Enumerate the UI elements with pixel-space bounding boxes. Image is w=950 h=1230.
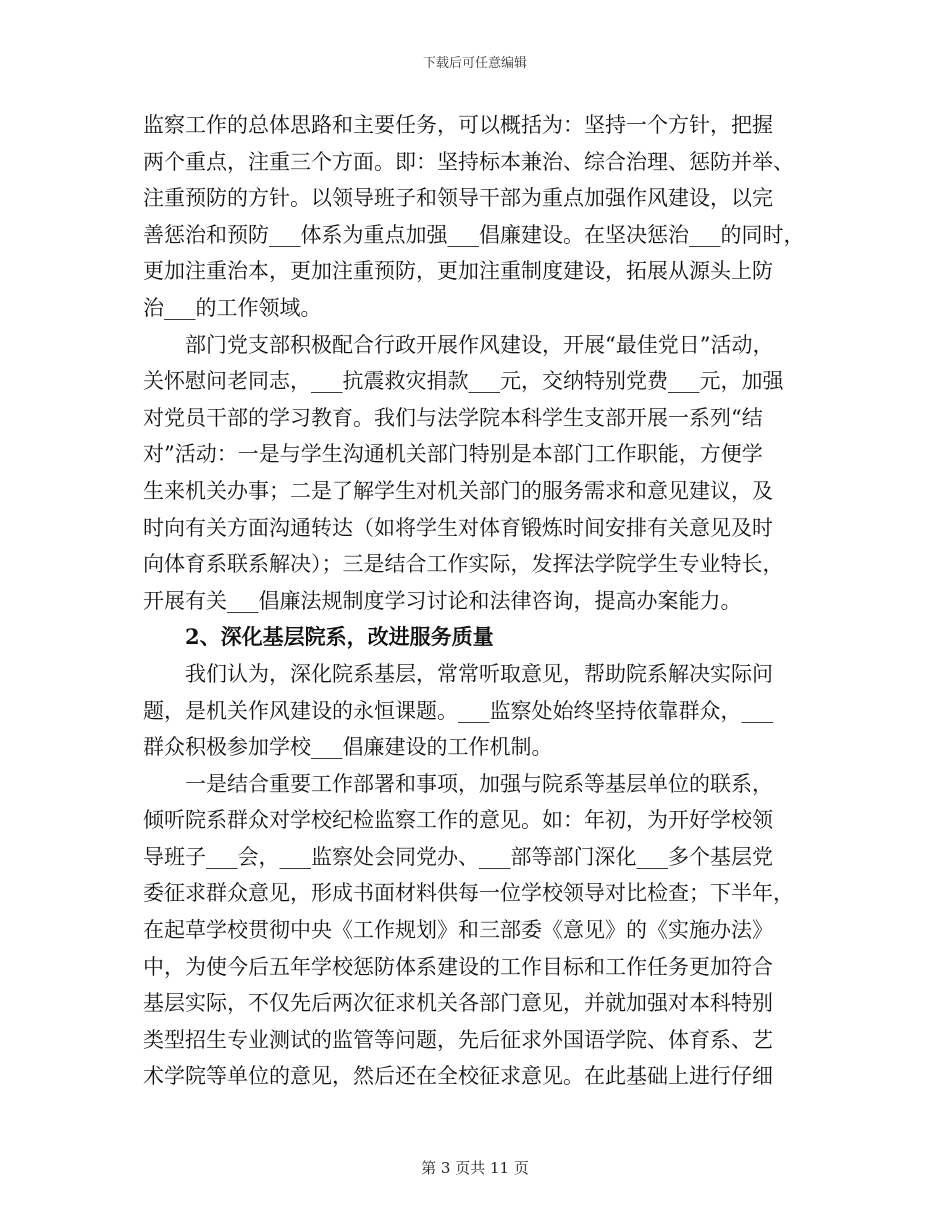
text-line: 善惩治和预防___体系为重点加强___倡廉建设。在坚决惩治___的同时， — [143, 222, 805, 247]
text-line: 对”活动：一是与学生沟通机关部门特别是本部门工作职能，方便学 — [143, 442, 763, 467]
text-line: 倾听院系群众对学校纪检监察工作的意见。如：年初，为开好学校领 — [143, 808, 773, 833]
text-line: 术学院等单位的意见，然后还在全校征求意见。在此基础上进行仔细 — [143, 1064, 773, 1089]
text-line: 群众积极参加学校___倡廉建设的工作机制。 — [143, 735, 553, 760]
text-line: 注重预防的方针。以领导班子和领导干部为重点加强作风建设，以完 — [143, 186, 773, 211]
text-line: 治___的工作领域。 — [143, 295, 322, 320]
page-footer: 第 3 页共 11 页 — [421, 1159, 529, 1177]
page-header: 下载后可任意编辑 — [422, 56, 527, 71]
document-body — [143, 107, 807, 1095]
text-line: 监察工作的总体思路和主要任务，可以概括为：坚持一个方针，把握 — [143, 113, 773, 137]
text-line: 时向有关方面沟通转达（如将学生对体育锻炼时间安排有关意见及时 — [143, 515, 773, 540]
text-line: 对党员干部的学习教育。我们与法学院本科学生支部开展一系列“结 — [143, 405, 763, 430]
text-line: 中，为使今后五年学校惩防体系建设的工作目标和工作任务更加符合 — [143, 954, 773, 979]
text-line: 基层实际，不仅先后两次征求机关各部门意见，并就加强对本科特别 — [143, 991, 773, 1016]
text-line: 生来机关办事；二是了解学生对机关部门的服务需求和意见建议，及 — [143, 478, 773, 503]
section-heading: 2、深化基层院系，改进服务质量 — [185, 624, 494, 650]
text-line: 在起草学校贯彻中央《工作规划》和三部委《意见》的《实施办法》 — [143, 918, 773, 943]
text-line: 导班子___会，___监察处会同党办、___部等部门深化___多个基层党 — [143, 844, 773, 869]
text-line: 开展有关___倡廉法规制度学习讨论和法律咨询，提高办案能力。 — [143, 588, 742, 613]
text-line: 委征求群众意见，形成书面材料供每一位学校领导对比检查；下半年， — [143, 881, 794, 906]
text-line: 两个重点，注重三个方面。即：坚持标本兼治、综合治理、惩防并举、 — [143, 149, 794, 174]
text-line: 我们认为，深化院系基层，常常听取意见，帮助院系解决实际问 — [185, 661, 773, 686]
text-line: 关怀慰问老同志，___抗震救灾捐款___元，交纳特别党费___元，加强 — [143, 369, 784, 394]
text-line: 题，是机关作风建设的永恒课题。___监察处始终坚持依靠群众，___ — [143, 698, 773, 723]
text-line: 类型招生专业测试的监管等问题，先后征求外国语学院、体育系、艺 — [143, 1027, 773, 1052]
text-line: 更加注重治本，更加注重预防，更加注重制度建设，拓展从源头上防 — [143, 259, 773, 284]
text-line: 向体育系联系解决）；三是结合工作实际，发挥法学院学生专业特长， — [143, 552, 784, 577]
text-line: 部门党支部积极配合行政开展作风建设，开展“最佳党日”活动， — [185, 332, 774, 357]
text-line: 一是结合重要工作部署和事项，加强与院系等基层单位的联系， — [185, 771, 773, 796]
